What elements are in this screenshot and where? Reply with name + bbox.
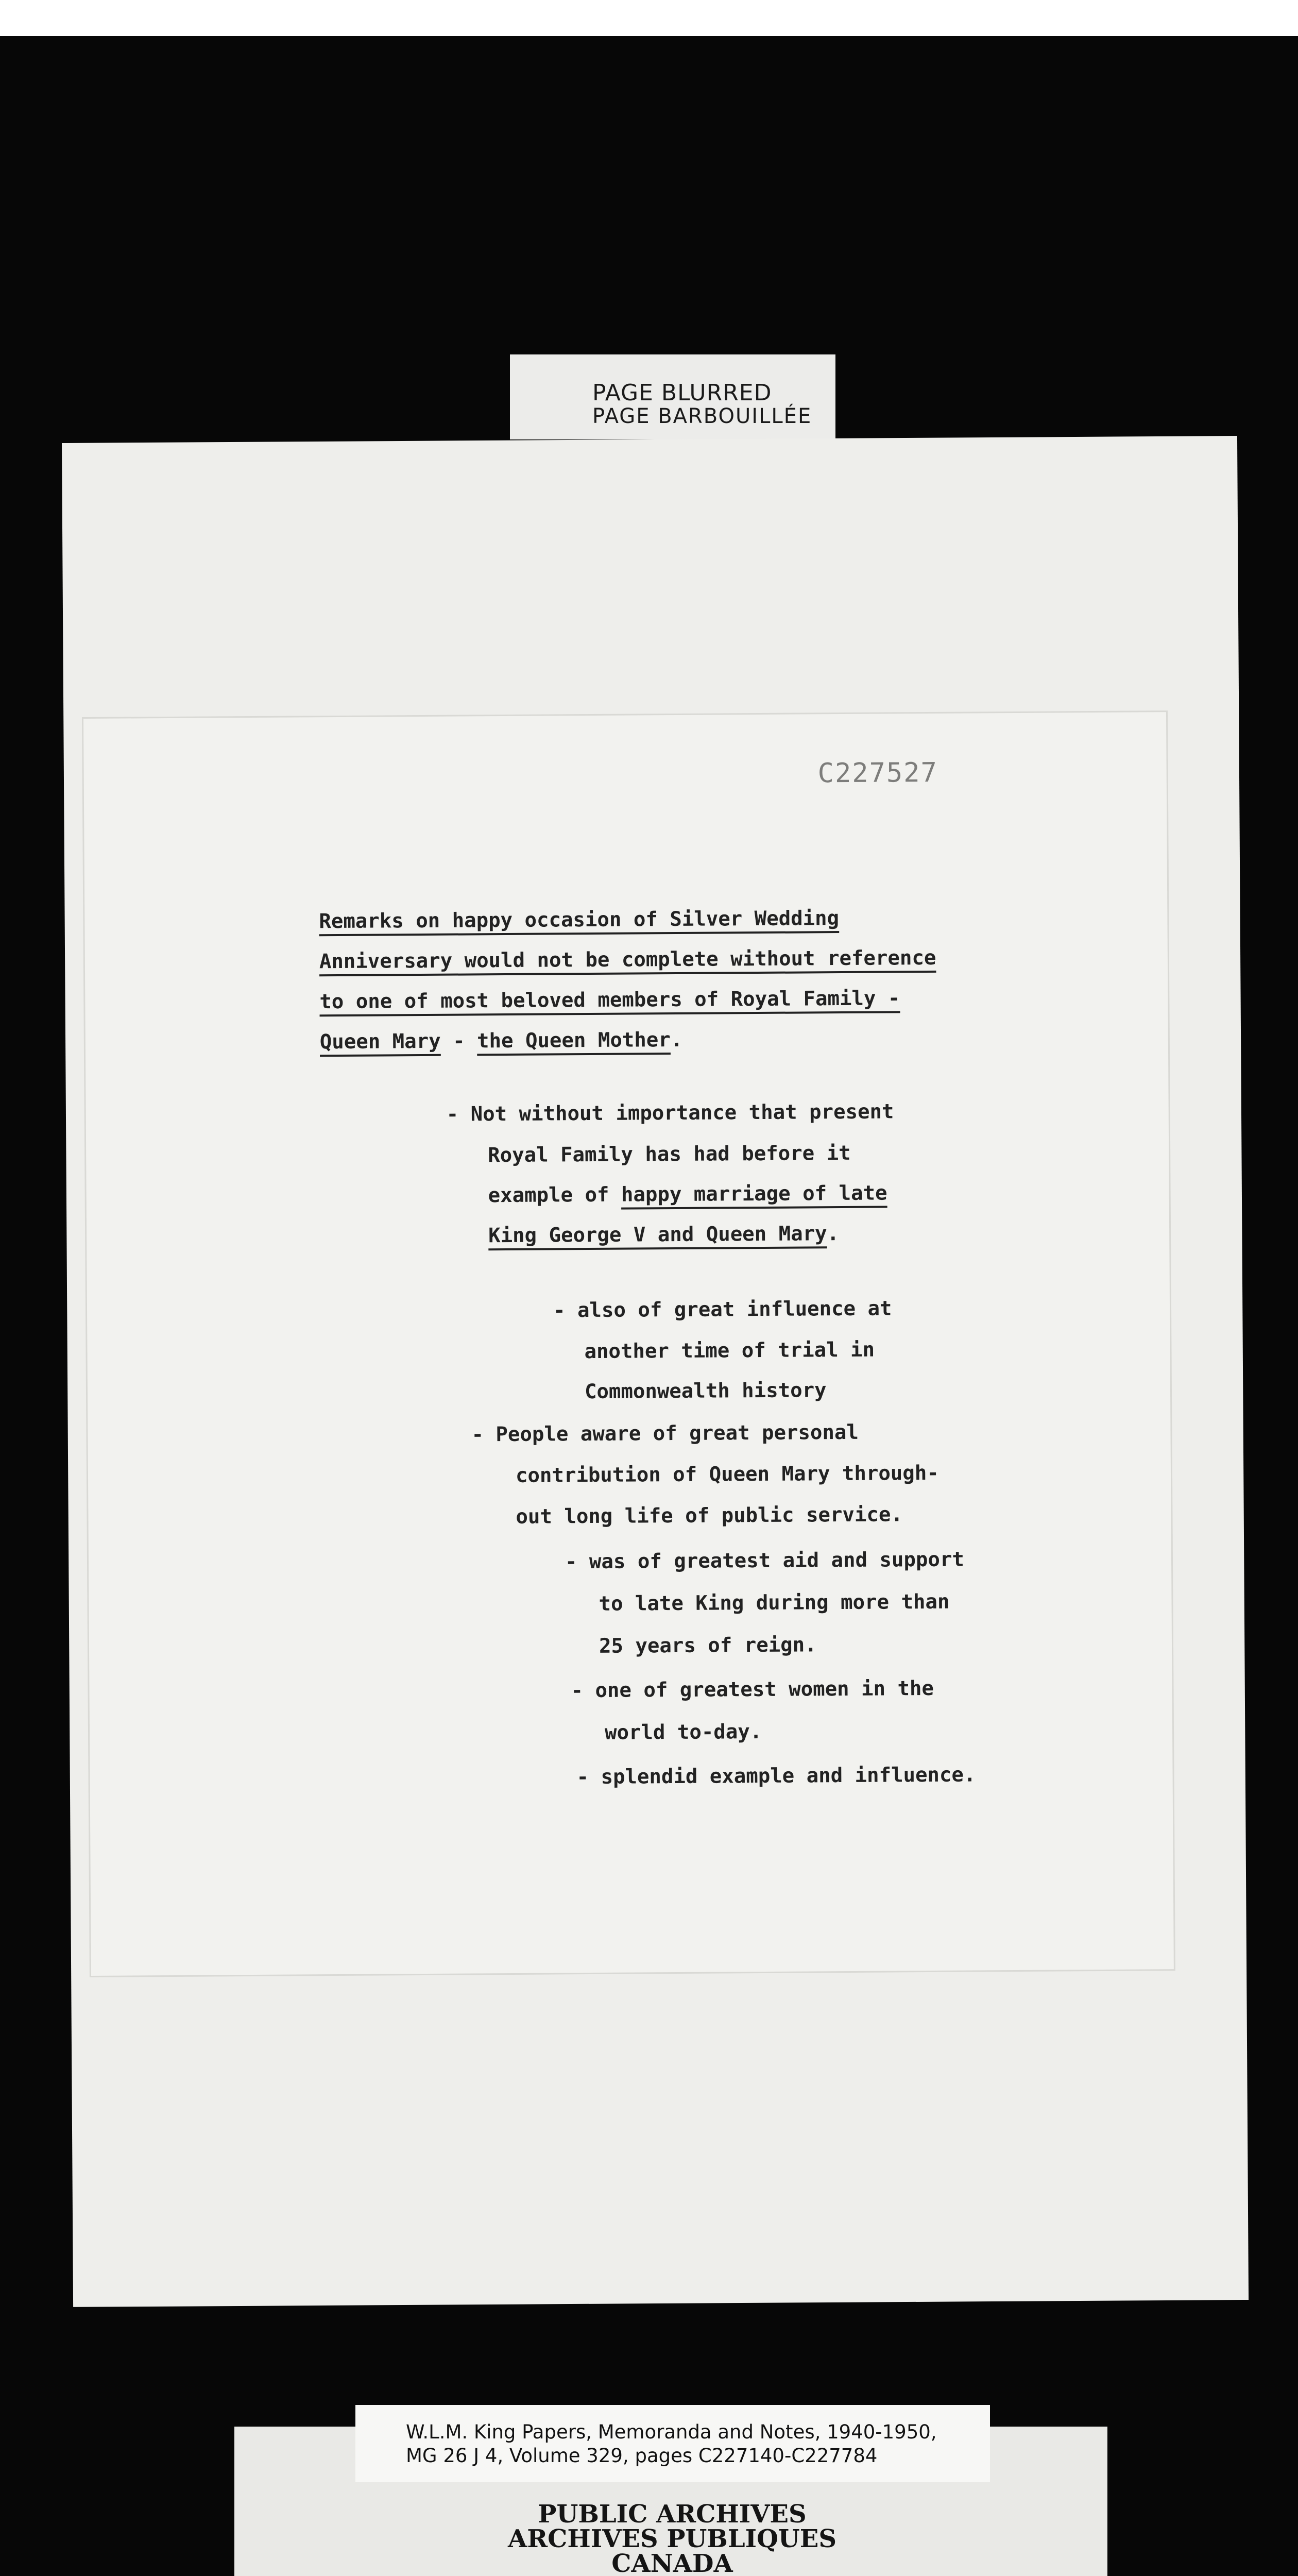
citation-line-1: W.L.M. King Papers, Memoranda and Notes, 1940-1950, [406,2421,937,2443]
scan-top-band [0,0,1298,36]
memo-line-4 [320,1027,683,1055]
citation-line-2: MG 26 J 4, Volume 329, pages C227140-C227784 [406,2445,878,2467]
bullet-greatest-aid: - was of greatest aid and support [565,1548,964,1574]
stamp-line-2: ARCHIVES PUBLIQUES [508,2524,836,2553]
stamp-line-1: PUBLIC ARCHIVES [538,2500,807,2529]
memo-line-14: out long life of public service. [516,1503,903,1529]
stamp-line-3: CANADA [611,2549,733,2576]
memo-line-1: Remarks on happy occasion of Silver Wedding [319,907,840,934]
memo-line-8 [488,1221,839,1249]
line-4-period: . [670,1028,683,1052]
example-of-text: example of [488,1183,622,1208]
bullet-people-aware: - People aware of great personal [471,1420,859,1447]
queen-mother-underlined: the Queen Mother [476,1028,671,1053]
memo-line-16: to late King during more than [599,1590,950,1616]
bullet-greatest-women: - one of greatest women in the [571,1676,934,1703]
archive-citation-label [355,2405,990,2482]
memo-line-3: to one of most beloved members of Royal Family - [319,987,900,1014]
happy-marriage-underlined: happy marriage of late [621,1181,887,1207]
public-archives-stamp [335,2487,1010,2576]
bullet-also-of-great-influence: - also of great influence at [553,1297,892,1323]
page-blurred-text: PAGE BLURRED [592,380,772,406]
line-8-period: . [827,1222,840,1246]
king-george-underlined: King George V and Queen Mary [488,1222,827,1248]
bullet-splendid-example: - splendid example and influence. [576,1763,976,1789]
memo-line-2: Anniversary would not be complete without reference [319,946,936,974]
memo-line-11: Commonwealth history [584,1379,827,1404]
page-blurred-label [510,354,835,439]
typed-memo-page [83,712,1174,1976]
queen-mary-underlined: Queen Mary [319,1029,441,1054]
memo-line-17: 25 years of reign. [599,1633,817,1658]
dash-separator: - [440,1029,477,1053]
memo-line-13: contribution of Queen Mary through- [515,1461,939,1487]
bullet-not-without-importance: - Not without importance that present [446,1100,894,1126]
memo-line-10: another time of trial in [584,1338,875,1364]
memo-line-19: world to-day. [604,1720,762,1744]
page-barbouillee-text: PAGE BARBOUILLÉE [592,404,812,428]
memo-line-7 [488,1180,887,1209]
document-reference-number: C227527 [817,757,938,789]
memo-line-6: Royal Family has had before it [488,1141,851,1167]
